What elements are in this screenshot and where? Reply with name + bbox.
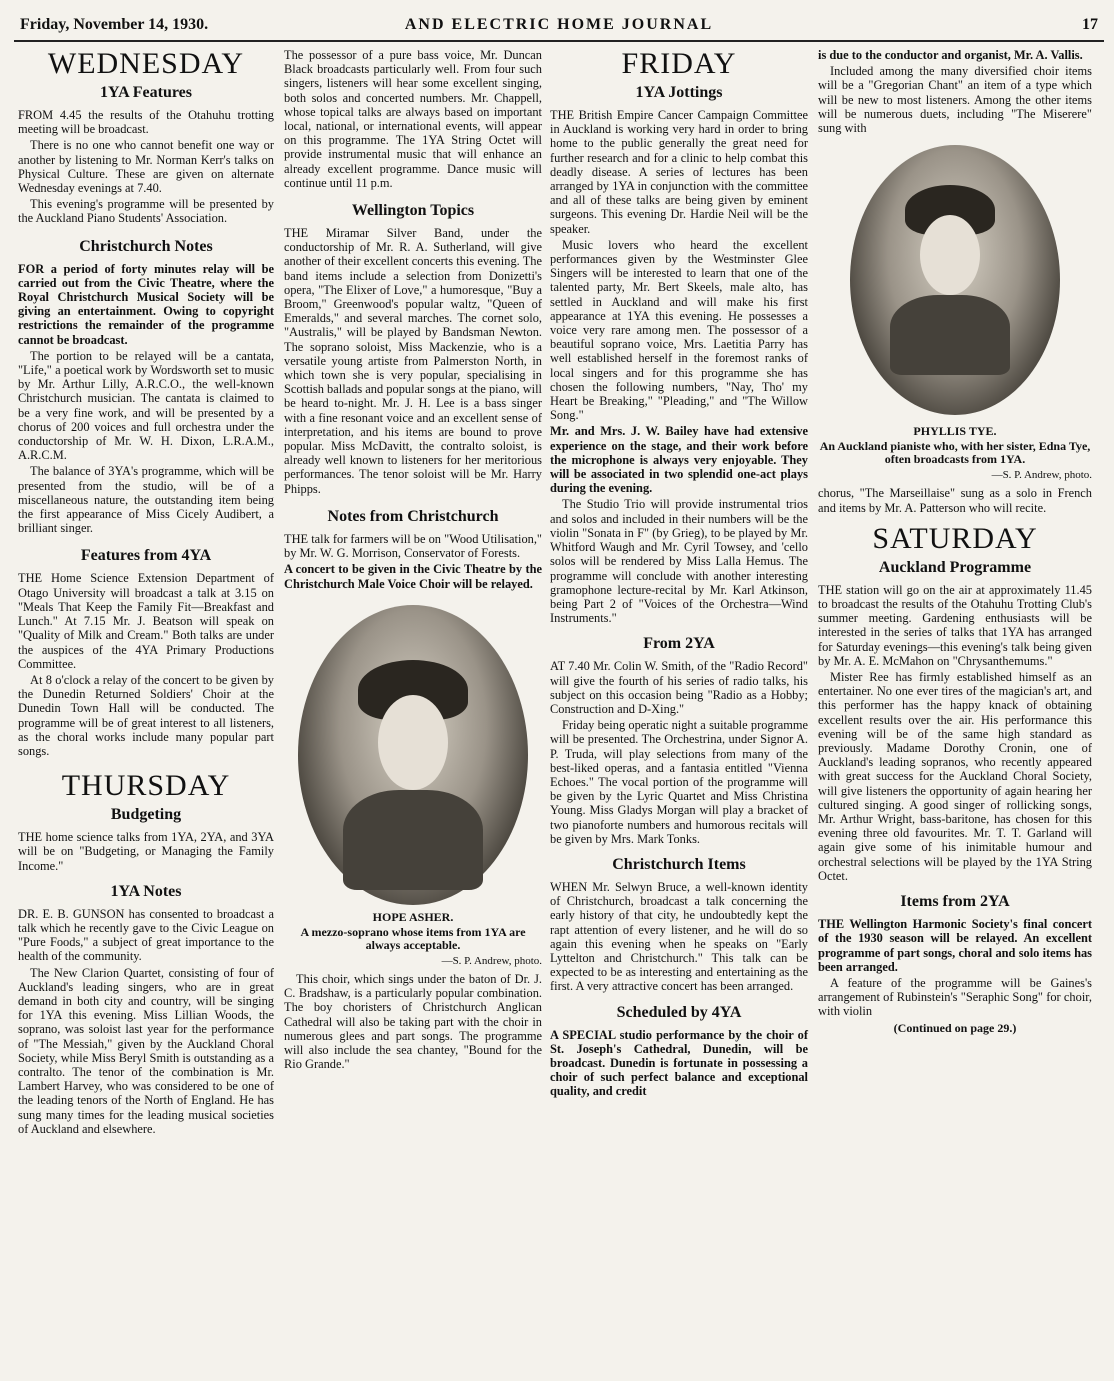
column-2 <box>284 48 542 1073</box>
section-heading: Auckland Programme <box>878 558 1032 576</box>
section-heading: Budgeting <box>110 806 182 824</box>
page-header <box>14 12 1104 42</box>
phyllis-tye-photo <box>850 145 1060 415</box>
photo-caption-name: PHYLLIS TYE. <box>913 424 997 439</box>
section-heading: Features from 4YA <box>80 547 212 565</box>
friday-heading: FRIDAY <box>621 47 737 80</box>
paragraph: THE talk for farmers will be on "Wood Utilisation," by Mr. W. G. Morrison, Conservator of Forests. <box>284 531 542 561</box>
paragraph: FOR a period of forty minutes relay will be carried out from the Civic Theatre, where the Royal Christchurch Musical Society will be giving an entertainment. Owing to copyright restrictions the remainder of the programme cannot be broadcast. <box>18 261 274 347</box>
section-heading: From 2YA <box>643 635 715 653</box>
paragraph: Mr. and Mrs. J. W. Bailey have had extensive experience on the stage, and their work before the microphone is always very enjoyable. They will be associated in two splendid one-act plays during the evening. <box>550 424 808 496</box>
paragraph: Mister Ree has firmly established himself as an entertainer. No one ever tires of the magician's art, and this performer has the happy knack of obtaining excellent results over the air. His performance this evening will be of the same high standard as previously. Madame Dorothy Cronin, one of Auckland's leading sopranos, who recently appeared with great success for the Auckland Choral Society, will give listeners the opportunity of again hearing her cultured singing. A good singer of rollicking songs, Mr. Arthur Wright, bass-baritone, has chosen for this evening three old favourites. Mr. T. T. Garland will again give some of his inimitable humour and orchestral selections will be played by the 1YA String Octet. <box>818 670 1092 883</box>
paragraph: THE Wellington Harmonic Society's final concert of the 1930 season will be relayed. An excellent programme of part songs, choral and solo items has been arranged. <box>818 917 1092 974</box>
section-heading: Notes from Christchurch <box>327 507 499 525</box>
paragraph: A concert to be given in the Civic Theatre by the Christchurch Male Voice Choir will be relayed. <box>284 562 542 591</box>
paragraph: The portion to be relayed will be a cantata, "Life," a poetical work by Wordsworth set to music by Mr. Arthur Lilly, A.R.C.O., the well-known Christchurch musician. The cantata is claimed to be a very fine work, and will be presented by a chorus of 200 voices and full orchestra under the conductorship of Mr. W. H. Dixon, L.R.A.M., A.R.C.M. <box>18 348 274 463</box>
paragraph: A feature of the programme will be Gaines's arrangement of Rubinstein's "Seraphic Song" for choir, with violin <box>818 975 1092 1019</box>
paragraph: This evening's programme will be presented by the Auckland Piano Students' Association. <box>18 197 274 226</box>
issue-date: Friday, November 14, 1930. <box>20 16 209 33</box>
paragraph: This choir, which sings under the baton of Dr. J. C. Bradshaw, is a particularly popular combination. The boy choristers of Christchurch Anglican Cathedral will also be taking part with the choir in numerous glees and part songs. The programme will also include the sea chantey, "Bound for the Rio Grande." <box>284 971 542 1072</box>
photo-caption: An Auckland pianiste who, with her sister, Edna Tye, often broadcasts from 1YA. <box>819 439 1091 467</box>
section-heading: Christchurch Notes <box>79 237 213 255</box>
continued-note: (Continued on page 29.) <box>893 1020 1017 1035</box>
saturday-heading: SATURDAY <box>872 521 1038 555</box>
paragraph: THE Home Science Extension Department of Otago University will broadcast a talk at 3.15 on "Meals That Keep the Family Fit—Breakfast and Lunch." At 7.15 Mr. J. Beatson will speak on "Quality of Milk and Cream." Both talks are under the auspices of the 4YA Primary Productions Committee. <box>18 571 274 671</box>
page-number: 17 <box>1082 16 1098 33</box>
paragraph: The possessor of a pure bass voice, Mr. Duncan Black broadcasts particularly well. From four such singers, listeners will hear some excellent singing, both solos and concerted numbers. Mr. Chappell, whose topical talks are always based on important local, national, or international events, will appear on this programme. The 1YA String Octet will provide instrumental music that will enhance an already excellent programme. Dance music will continue until 11 p.m. <box>284 48 542 190</box>
section-heading: 1YA Jottings <box>635 84 723 101</box>
section-heading: 1YA Features <box>100 84 192 101</box>
paragraph: The Studio Trio will provide instrumental trios and solos and included in their numbers will be the violin "Sonata in F" (by Grieg), to be played by Mr. Whitford Waugh and Mr. Cyril Towsey, and 'cello solos will be rendered by Miss Lalla Hemus. The programme will conclude with another interesting gramophone lecture-recital by Mr. Karl Atkinson, being Part 2 of "Voices of the Orchestra—Wind Instruments." <box>550 497 808 626</box>
paragraph: chorus, "The Marseillaise" sung as a solo in French and items by Mr. A. Patterson who will recite. <box>818 486 1092 515</box>
paragraph: WHEN Mr. Selwyn Bruce, a well-known identity of Christchurch, broadcast a talk concerning the early history of that city, he undoubtedly kept the rapt attention of every listener, and he will do so again this evening when he speaks on "Early Lyttelton and Christchurch." This talk can be expected to be as interesting and entertaining as the first. A very attractive concert has been arranged. <box>550 879 808 994</box>
paragraph: AT 7.40 Mr. Colin W. Smith, of the "Radio Record" will give the fourth of his series of radio talks, his subject on this occasion being "Radio as a Hobby; Construction and D-Xing." <box>550 659 808 716</box>
paragraph: DR. E. B. GUNSON has consented to broadcast a talk which he recently gave to the Civic League on "Pure Foods," a subject of great importance to the health of the community. <box>18 906 274 964</box>
paragraph: THE Miramar Silver Band, under the conductorship of Mr. R. A. Sutherland, will give another of their excellent concerts this evening. The band items include a selection from Donizetti's opera, "The Elixer of Love," a humoresque, "Buy a Broom," Greenwood's popular waltz, "Queen of Emeralds," and several marches. The cornet solo, "Australis," will be played by Bandsman Newton. The soprano soloist, Miss Mackenzie, who is a versatile young artiste from Palmerston North, in which town she is very popular, specialising in Scottish ballads and popular songs at the piano, will be heard to-night. Mr. J. H. Lee is a bass singer with a fine resonant voice and an excellent sense of interpretation, and his items are bound to prove popular. Miss McDavitt, the contralto soloist, is already well known to listeners for her meritorious performances. The tenor soloist will be Mr. Harry Phipps. <box>284 226 542 496</box>
paragraph: A SPECIAL studio performance by the choir of St. Joseph's Cathedral, Dunedin, will be broadcast. Dunedin is fortunate in possessing a choir of such perfect balance and exceptional quality, and credit <box>550 1027 808 1099</box>
hope-asher-photo <box>298 605 528 905</box>
paragraph: The New Clarion Quartet, consisting of four of Auckland's leading singers, who are in great demand in both city and country, will be singing for 1YA this evening. Miss Lillian Woods, the soprano, was soloist last year for the performance of "The Messiah," given by the Auckland Choral Society, while Miss Beryl Smith is outstanding as a contralto. The tenor of the combination is Mr. Lambert Harvey, who was considered to be one of the leading tenors of the North of England. He has sung many times for the leading musical societies of Auckland and elsewhere. <box>18 965 274 1136</box>
paragraph: Music lovers who heard the excellent performances given by the Westminster Glee Singers will be interested to learn that one of the talented party, Mr. Bert Skeels, male alto, has settled in Auckland and will make his first appearance at 1YA this evening. He possesses a voice very rare among men. The possessor of a beautiful soprano voice, Mrs. Laetitia Parry has well established herself in the foremost ranks of local singers and for this programme she has chosen the following numbers, "Nay, Tho' my Heart be Breaking," "Pleading," and "The Willow Song." <box>550 237 808 423</box>
journal-title: AND ELECTRIC HOME JOURNAL <box>404 16 714 33</box>
photo-credit: —S. P. Andrew, photo. <box>441 954 542 967</box>
section-heading: Scheduled by 4YA <box>616 1003 742 1021</box>
photo-credit: —S. P. Andrew, photo. <box>991 469 1092 482</box>
wednesday-heading: WEDNESDAY <box>47 47 245 80</box>
header-rule <box>14 40 1104 42</box>
paragraph: FROM 4.45 the results of the Otahuhu trotting meeting will be broadcast. <box>18 108 274 137</box>
paragraph: The balance of 3YA's programme, which will be presented from the studio, will be of a miscellaneous nature, the outstanding item being the first appearance of Miss Cicely Audibert, a brilliant singer. <box>18 464 274 536</box>
paragraph: At 8 o'clock a relay of the concert to be given by the Dunedin Returned Soldiers' Choir at the Dunedin Town Hall will be conducted. The programme will be of great interest to all listeners, as the choral works include many popular part songs. <box>18 672 274 758</box>
section-heading: Christchurch Items <box>612 855 746 873</box>
paragraph: There is no one who cannot benefit one way or another by listening to Mr. Norman Kerr's talks on Physical Culture. These are given on alternate Wednesday evenings at 7.40. <box>18 138 274 196</box>
paragraph: THE station will go on the air at approximately 11.45 to broadcast the results of the Otahuhu Trotting Club's summer meeting. Gardening enthusiasts will be interested in the series of talks that 1YA has arranged for Saturday evenings—this evening's talk being given by Mr. A. E. McMahon on "Chrysanthemums." <box>818 582 1092 668</box>
photo-caption-name: HOPE ASHER. <box>372 909 454 924</box>
thursday-heading: THURSDAY <box>61 769 231 803</box>
photo-caption: A mezzo-soprano whose items from 1YA are always acceptable. <box>300 924 526 952</box>
paragraph: is due to the conductor and organist, Mr. A. Vallis. <box>818 48 1083 62</box>
column-4 <box>818 48 1092 1035</box>
section-heading: Items from 2YA <box>900 893 1010 911</box>
paragraph: Friday being operatic night a suitable programme will be presented. The Orchestrina, under Signor A. P. Truda, will play selections from many of the best-liked operas, and a fantasia entitled "Vienna Echoes." The vocal portion of the programme will be given by the Lyric Quartet and Miss Christina Young. Miss Gladys Morgan will play a bracket of two pianoforte numbers and humorous recitals will be given by Mrs. Mark Tonks. <box>550 718 808 846</box>
paragraph: THE British Empire Cancer Campaign Committee in Auckland is working very hard in order to bring home to the public generally the great need for further research and for a clinic to help combat this deadly disease. A series of lectures has been arranged by 1YA in conjunction with the committee and all of these talks are being given by eminent surgeons. This evening Dr. Hardie Neil will be the speaker. <box>550 108 808 236</box>
section-heading: 1YA Notes <box>110 882 182 900</box>
paragraph: Included among the many diversified choir items will be a "Gregorian Chant" an item of a type which will be new to most listeners. Among the other items will be numerous duets, including "The Miserere" sung with <box>818 64 1092 136</box>
column-1 <box>18 48 274 1138</box>
column-3 <box>550 48 808 1101</box>
section-heading: Wellington Topics <box>351 202 475 220</box>
paragraph: THE home science talks from 1YA, 2YA, and 3YA will be on "Budgeting, or Managing the Family Income." <box>18 830 274 873</box>
